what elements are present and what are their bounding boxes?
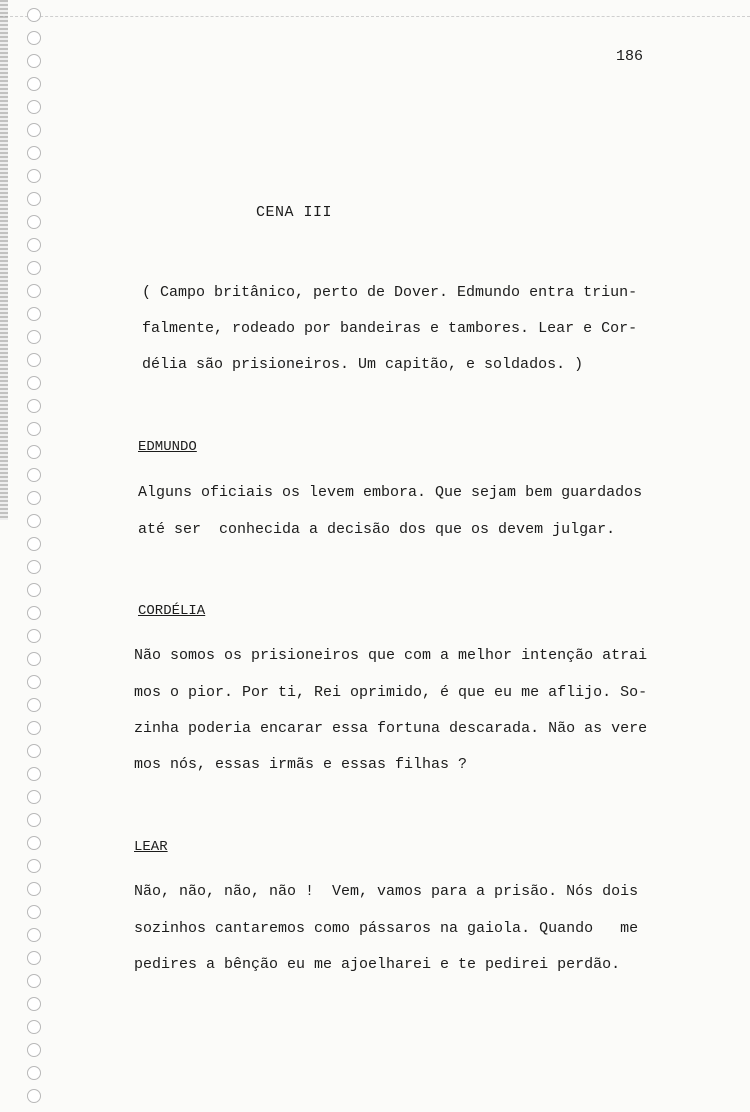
- punch-hole: [27, 744, 41, 758]
- binder-edge: [0, 0, 8, 520]
- punch-holes: [27, 8, 43, 1112]
- punch-hole: [27, 100, 41, 114]
- punch-hole: [27, 790, 41, 804]
- punch-hole: [27, 560, 41, 574]
- scene-title: CENA III: [256, 204, 333, 221]
- punch-hole: [27, 514, 41, 528]
- punch-hole: [27, 215, 41, 229]
- punch-hole: [27, 836, 41, 850]
- punch-hole: [27, 1020, 41, 1034]
- punch-hole: [27, 537, 41, 551]
- punch-hole: [27, 422, 41, 436]
- punch-hole: [27, 629, 41, 643]
- stage-direction-line: délia são prisioneiros. Um capitão, e soldados. ): [142, 356, 584, 373]
- speaker-name: LEAR: [134, 839, 168, 855]
- punch-hole: [27, 767, 41, 781]
- punch-hole: [27, 1066, 41, 1080]
- punch-hole: [27, 445, 41, 459]
- punch-hole: [27, 353, 41, 367]
- dialogue-line: zinha poderia encarar essa fortuna descarada. Não as vere: [134, 720, 648, 737]
- punch-hole: [27, 974, 41, 988]
- punch-hole: [27, 77, 41, 91]
- dialogue-line: mos o pior. Por ti, Rei oprimido, é que eu me aflijo. So-: [134, 684, 648, 701]
- punch-hole: [27, 951, 41, 965]
- dialogue-line: até ser conhecida a decisão dos que os devem julgar.: [138, 521, 616, 538]
- top-edge-line: [0, 16, 750, 17]
- punch-hole: [27, 261, 41, 275]
- dialogue-line: mos nós, essas irmãs e essas filhas ?: [134, 756, 468, 773]
- punch-hole: [27, 606, 41, 620]
- punch-hole: [27, 399, 41, 413]
- punch-hole: [27, 675, 41, 689]
- punch-hole: [27, 997, 41, 1011]
- punch-hole: [27, 376, 41, 390]
- punch-hole: [27, 238, 41, 252]
- punch-hole: [27, 8, 41, 22]
- punch-hole: [27, 813, 41, 827]
- punch-hole: [27, 652, 41, 666]
- punch-hole: [27, 146, 41, 160]
- punch-hole: [27, 1089, 41, 1103]
- stage-direction-line: ( Campo britânico, perto de Dover. Edmundo entra triun-: [142, 284, 638, 301]
- dialogue-line: Não, não, não, não ! Vem, vamos para a prisão. Nós dois: [134, 883, 639, 900]
- dialogue-line: pedires a bênção eu me ajoelharei e te pedirei perdão.: [134, 956, 621, 973]
- punch-hole: [27, 468, 41, 482]
- punch-hole: [27, 721, 41, 735]
- punch-hole: [27, 192, 41, 206]
- punch-hole: [27, 284, 41, 298]
- punch-hole: [27, 169, 41, 183]
- punch-hole: [27, 583, 41, 597]
- punch-hole: [27, 330, 41, 344]
- punch-hole: [27, 882, 41, 896]
- stage-direction-line: falmente, rodeado por bandeiras e tambores. Lear e Cor-: [142, 320, 638, 337]
- speaker-name: CORDÉLIA: [138, 603, 206, 619]
- punch-hole: [27, 928, 41, 942]
- dialogue-line: Alguns oficiais os levem embora. Que sejam bem guardados: [138, 484, 643, 501]
- punch-hole: [27, 307, 41, 321]
- punch-hole: [27, 491, 41, 505]
- punch-hole: [27, 123, 41, 137]
- punch-hole: [27, 905, 41, 919]
- punch-hole: [27, 859, 41, 873]
- speaker-name: EDMUNDO: [138, 439, 197, 455]
- punch-hole: [27, 1043, 41, 1057]
- punch-hole: [27, 698, 41, 712]
- dialogue-line: Não somos os prisioneiros que com a melhor intenção atrai: [134, 647, 648, 664]
- page-number: 186: [616, 48, 644, 65]
- dialogue-line: sozinhos cantaremos como pássaros na gaiola. Quando me: [134, 920, 639, 937]
- punch-hole: [27, 54, 41, 68]
- punch-hole: [27, 31, 41, 45]
